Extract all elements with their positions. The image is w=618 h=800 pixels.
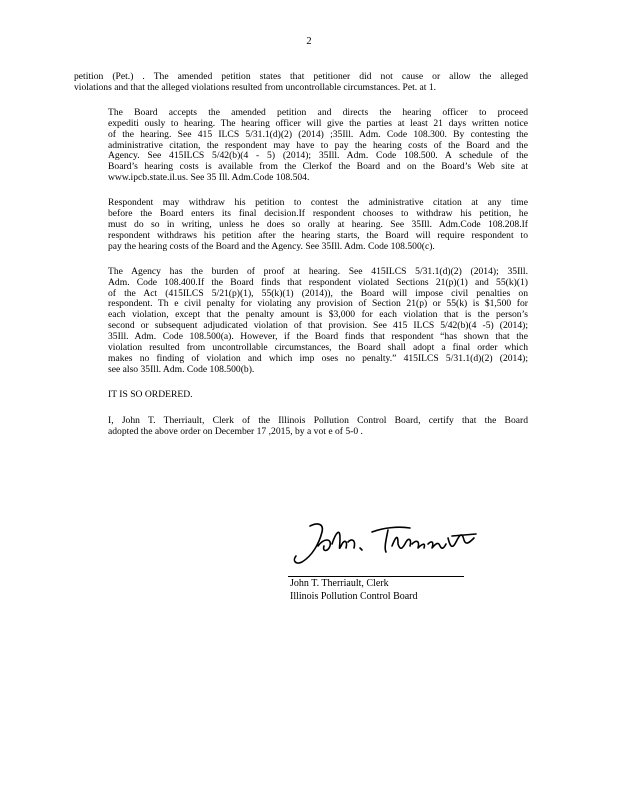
paragraph-1	[74, 72, 528, 94]
order-body	[74, 72, 528, 451]
text-line: each violation, except that the penalty amount is $3,000 for each violation that is the person’s	[108, 309, 528, 321]
clerk-organization: Illinois Pollution Control Board	[290, 590, 418, 602]
clerk-certification	[74, 416, 528, 438]
text-line: www.ipcb.state.il.us. See 35 Ill. Adm.Code 108.504.	[108, 172, 310, 184]
text-line: must do so in writing, unless he does so orally at hearing. See 35Ill. Adm.Code 108.208.If	[108, 218, 528, 230]
text-line: second or subsequent adjudicated violation of that provision. See 415 ILCS 5/42(b)(4 -5) (2014);	[108, 320, 528, 332]
text-line: expediti ously to hearing. The hearing officer will give the parties at least 21 days written notice	[108, 117, 528, 129]
text-line: pay the hearing costs of the Board and the Agency. See 35Ill. Adm. Code 108.500(c).	[108, 240, 435, 252]
text-line: makes no finding of violation and which imp oses no penalty.” 415ILCS 5/31.1(d)(2) (2014);	[108, 352, 528, 364]
clerk-signature	[288, 518, 478, 568]
text-line: Agency. See 415ILCS 5/42(b)(4 - 5) (2014); 35Ill. Adm. Code 108.500. A schedule of the	[108, 150, 528, 162]
text-line: violations and that the alleged violations resulted from uncontrollable circumstances. Pet. at 1.	[74, 81, 437, 93]
paragraphs	[74, 72, 528, 376]
certification-line: adopted the above order on December 17 ,2015, by a vot e of 5-0 .	[108, 425, 363, 437]
signature-text: John T. Therriault	[288, 518, 296, 519]
text-line: 35Ill. Adm. Code 108.500(a). However, if the Board finds that respondent “has shown that the	[108, 331, 528, 343]
text-line: see also 35Ill. Adm. Code 108.500(b).	[108, 363, 255, 375]
text-line: of the Act (415ILCS 5/21(p)(1), 55(k)(1) (2014)), the Board will impose civil penalties on	[108, 287, 528, 299]
text-line: The Agency has the burden of proof at hearing. See 415ILCS 5/31.1(d)(2) (2014); 35Ill.	[108, 265, 528, 277]
signature-line	[288, 576, 464, 577]
paragraph-4	[74, 267, 528, 376]
text-line: of the hearing. See 415 ILCS 5/31.1(d)(2) (2014) ;35Ill. Adm. Code 108.300. By contesting the	[108, 128, 528, 140]
text-line: Respondent may withdraw his petition to contest the administrative citation at any time	[108, 197, 528, 209]
paragraph-3	[74, 198, 528, 253]
text-line: Adm. Code 108.400.If the Board finds that respondent violated Sections 21(p)(1) and 55(k)(1)	[108, 276, 528, 288]
text-line: administrative citation, the respondent may have to pay the hearing costs of the Board and the	[108, 139, 528, 151]
clerk-name: John T. Therriault, Clerk	[290, 578, 389, 589]
text-line: respondent withdraws his petition after the hearing starts, the Board will require respondent to	[108, 229, 528, 241]
text-line: Board’s hearing costs is available from the Clerkof the Board and on the Board’s Web site at	[108, 161, 528, 173]
it-is-so-ordered: IT IS SO ORDERED.	[108, 388, 193, 400]
text-line: The Board accepts the amended petition and directs the hearing officer to proceed	[108, 106, 528, 118]
page-number: 2	[306, 36, 312, 47]
certification-line: I, John T. Therriault, Clerk of the Illinois Pollution Control Board, certify that the Board	[108, 414, 528, 426]
text-line: violation resulted from uncontrollable circumstances, the Board shall adopt a final order which	[108, 342, 528, 354]
text-line: respondent. Th e civil penalty for violating any provision of Section 21(p) or 55(k) is $1,500 for	[108, 298, 528, 310]
text-line: petition (Pet.) . The amended petition states that petitioner did not cause or allow the alleged	[74, 71, 528, 82]
clerk-block	[290, 578, 418, 603]
paragraph-2	[74, 108, 528, 184]
text-line: before the Board enters its final decision.If respondent chooses to withdraw his petition, he	[108, 208, 528, 220]
